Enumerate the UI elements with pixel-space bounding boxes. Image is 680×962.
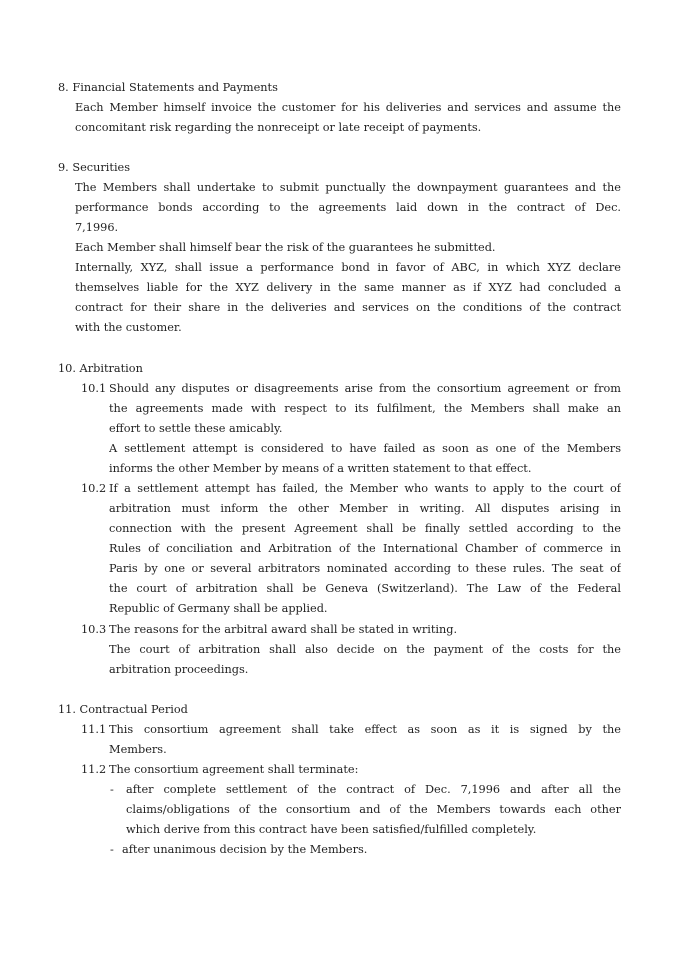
clause-line: effort to settle these amicably. <box>109 422 283 435</box>
clause-line: the court of arbitration shall be Geneva (Switzerland). The Law of the Federal <box>109 582 621 595</box>
clause-number: 10.3 <box>81 623 107 636</box>
bullet-line: after complete settlement of the contract of Dec. 7,1996 and after all the <box>126 783 621 796</box>
section-heading: 9. Securities <box>58 161 131 174</box>
bullet-line: after unanimous decision by the Members. <box>122 843 368 856</box>
clause-line: Should any disputes or disagreements arise from the consortium agreement or from <box>109 382 621 395</box>
paragraph-line: with the customer. <box>75 321 182 334</box>
bullet-dash: - <box>110 783 114 796</box>
clause-line: Republic of Germany shall be applied. <box>109 602 328 615</box>
clause-line: Members. <box>109 743 167 756</box>
clause-line: Paris by one or several arbitrators nominated according to these rules. The seat of <box>109 562 621 575</box>
clause-line: arbitration proceedings. <box>109 663 249 676</box>
clause-line: the agreements made with respect to its fulfilment, the Members shall make an <box>109 402 621 415</box>
bullet-dash: - <box>110 843 114 856</box>
clause-number: 11.1 <box>81 723 107 736</box>
section-heading: 10. Arbitration <box>58 362 143 375</box>
clause-number: 11.2 <box>81 763 107 776</box>
clause-line: arbitration must inform the other Member in writing. All disputes arising in <box>109 502 621 515</box>
clause-line: Rules of conciliation and Arbitration of the International Chamber of commerce in <box>109 542 621 555</box>
paragraph-line: themselves liable for the XYZ delivery in the same manner as if XYZ had concluded a <box>75 281 621 294</box>
clause-line: This consortium agreement shall take effect as soon as it is signed by the <box>109 723 621 736</box>
clause-line: connection with the present Agreement shall be finally settled according to the <box>109 522 621 535</box>
paragraph-line: performance bonds according to the agreements laid down in the contract of Dec. <box>75 201 621 214</box>
clause-line: The consortium agreement shall terminate: <box>109 763 359 776</box>
clause-line: A settlement attempt is considered to have failed as soon as one of the Members <box>109 442 621 455</box>
paragraph-line: concomitant risk regarding the nonreceipt or late receipt of payments. <box>75 121 482 134</box>
section-heading: 8. Financial Statements and Payments <box>58 81 278 94</box>
paragraph-line: The Members shall undertake to submit punctually the downpayment guarantees and the <box>75 181 621 194</box>
clause-number: 10.2 <box>81 482 107 495</box>
paragraph-line: contract for their share in the deliveries and services on the conditions of the contract <box>75 301 621 314</box>
bullet-line: which derive from this contract have been satisfied/fulfilled completely. <box>126 823 537 836</box>
clause-number: 10.1 <box>81 382 107 395</box>
paragraph-line: Each Member shall himself bear the risk of the guarantees he submitted. <box>75 241 496 254</box>
bullet-line: claims/obligations of the consortium and of the Members towards each other <box>126 803 621 816</box>
clause-line: The court of arbitration shall also decide on the payment of the costs for the <box>109 643 621 656</box>
paragraph-line: Each Member himself invoice the customer for his deliveries and services and assume the <box>75 101 621 114</box>
clause-line: The reasons for the arbitral award shall be stated in writing. <box>109 623 458 636</box>
paragraph-line: 7,1996. <box>75 221 119 234</box>
clause-line: informs the other Member by means of a written statement to that effect. <box>109 462 532 475</box>
clause-line: If a settlement attempt has failed, the Member who wants to apply to the court of <box>109 482 621 495</box>
paragraph-line: Internally, XYZ, shall issue a performance bond in favor of ABC, in which XYZ declare <box>75 261 621 274</box>
section-heading: 11. Contractual Period <box>58 703 188 716</box>
